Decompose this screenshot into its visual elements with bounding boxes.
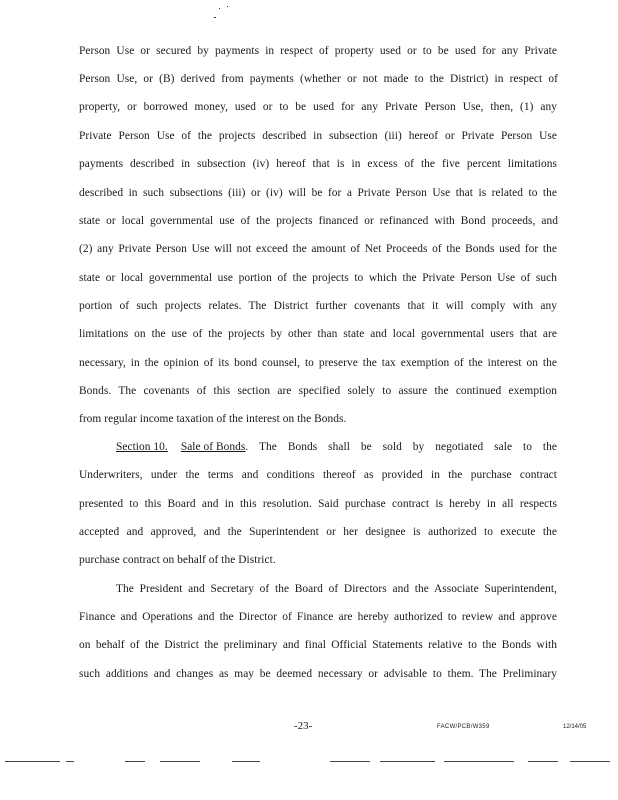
scan-speck xyxy=(219,8,220,9)
paragraph-line: on behalf of the District the preliminary and final Official Statements relative to the Bonds with xyxy=(79,639,557,651)
scan-line xyxy=(5,761,60,762)
scan-speck xyxy=(227,6,228,7)
body-line-last: from regular income taxation of the interest on the Bonds. xyxy=(79,413,347,425)
body-line: Person Use or secured by payments in respect of property used or to be used for any Private xyxy=(79,45,557,57)
body-line: Bonds. The covenants of this section are specified solely to assure the continued exemption xyxy=(79,385,557,397)
document-code: FACW/PCB/W359 xyxy=(437,724,490,730)
section-heading-line xyxy=(116,440,557,454)
paragraph-line: Finance and Operations and the Director of Finance are hereby authorized to review and approve xyxy=(79,611,557,623)
body-line: necessary, in the opinion of its bond counsel, to preserve the tax exemption of the interest on the xyxy=(79,357,557,369)
document-date: 12/14/05 xyxy=(563,724,587,730)
scan-line xyxy=(528,761,558,762)
page-number: -23- xyxy=(294,720,313,732)
body-line: (2) any Private Person Use will not exceed the amount of Net Proceeds of the Bonds used for the xyxy=(79,243,557,255)
scan-speck xyxy=(214,17,216,18)
scan-line xyxy=(570,761,610,762)
body-line: state or local governmental use of the projects financed or refinanced with Bond proceeds, and xyxy=(79,215,558,227)
section-line: presented to this Board and in this resolution. Said purchase contract is hereby in all respects xyxy=(79,498,557,510)
section-line: accepted and approved, and the Superintendent or her designee is authorized to execute the xyxy=(79,526,557,538)
paragraph-first-line: The President and Secretary of the Board of Directors and the Associate Superintendent, xyxy=(116,583,557,595)
scan-line xyxy=(160,761,200,762)
body-line: payments described in subsection (iv) hereof that is in excess of the five percent limitations xyxy=(79,158,557,170)
scan-line xyxy=(380,761,435,762)
section-label: Section 10. xyxy=(116,441,168,453)
body-line: limitations on the use of the projects by other than state and local governmental users that are xyxy=(79,328,557,340)
scan-line xyxy=(330,761,370,762)
section-line-last: purchase contract on behalf of the District. xyxy=(79,554,276,566)
scan-line xyxy=(232,761,260,762)
body-line: described in such subsections (iii) or (iv) will be for a Private Person Use that is related to the xyxy=(79,187,557,199)
paragraph-line: such additions and changes as may be deemed necessary or advisable to them. The Preliminary xyxy=(79,668,557,680)
section-title: Sale of Bonds xyxy=(180,441,246,453)
scan-line xyxy=(66,761,74,762)
scan-line xyxy=(125,761,145,762)
body-line: portion of such projects relates. The District further covenants that it will comply with any xyxy=(79,300,557,312)
body-line: property, or borrowed money, used or to be used for any Private Person Use, then, (1) any xyxy=(79,101,557,113)
section-first-line-text: . The Bonds shall be sold by negotiated sale to the xyxy=(245,441,557,453)
section-line: Underwriters, under the terms and conditions thereof as provided in the purchase contract xyxy=(79,469,557,481)
scan-line xyxy=(444,761,514,762)
body-line: state or local governmental use portion of the projects to which the Private Person Use of such xyxy=(79,272,557,284)
body-line: Person Use, or (B) derived from payments (whether or not made to the District) in respect of xyxy=(79,73,558,85)
body-line: Private Person Use of the projects described in subsection (iii) hereof or Private Person Use xyxy=(79,130,557,142)
